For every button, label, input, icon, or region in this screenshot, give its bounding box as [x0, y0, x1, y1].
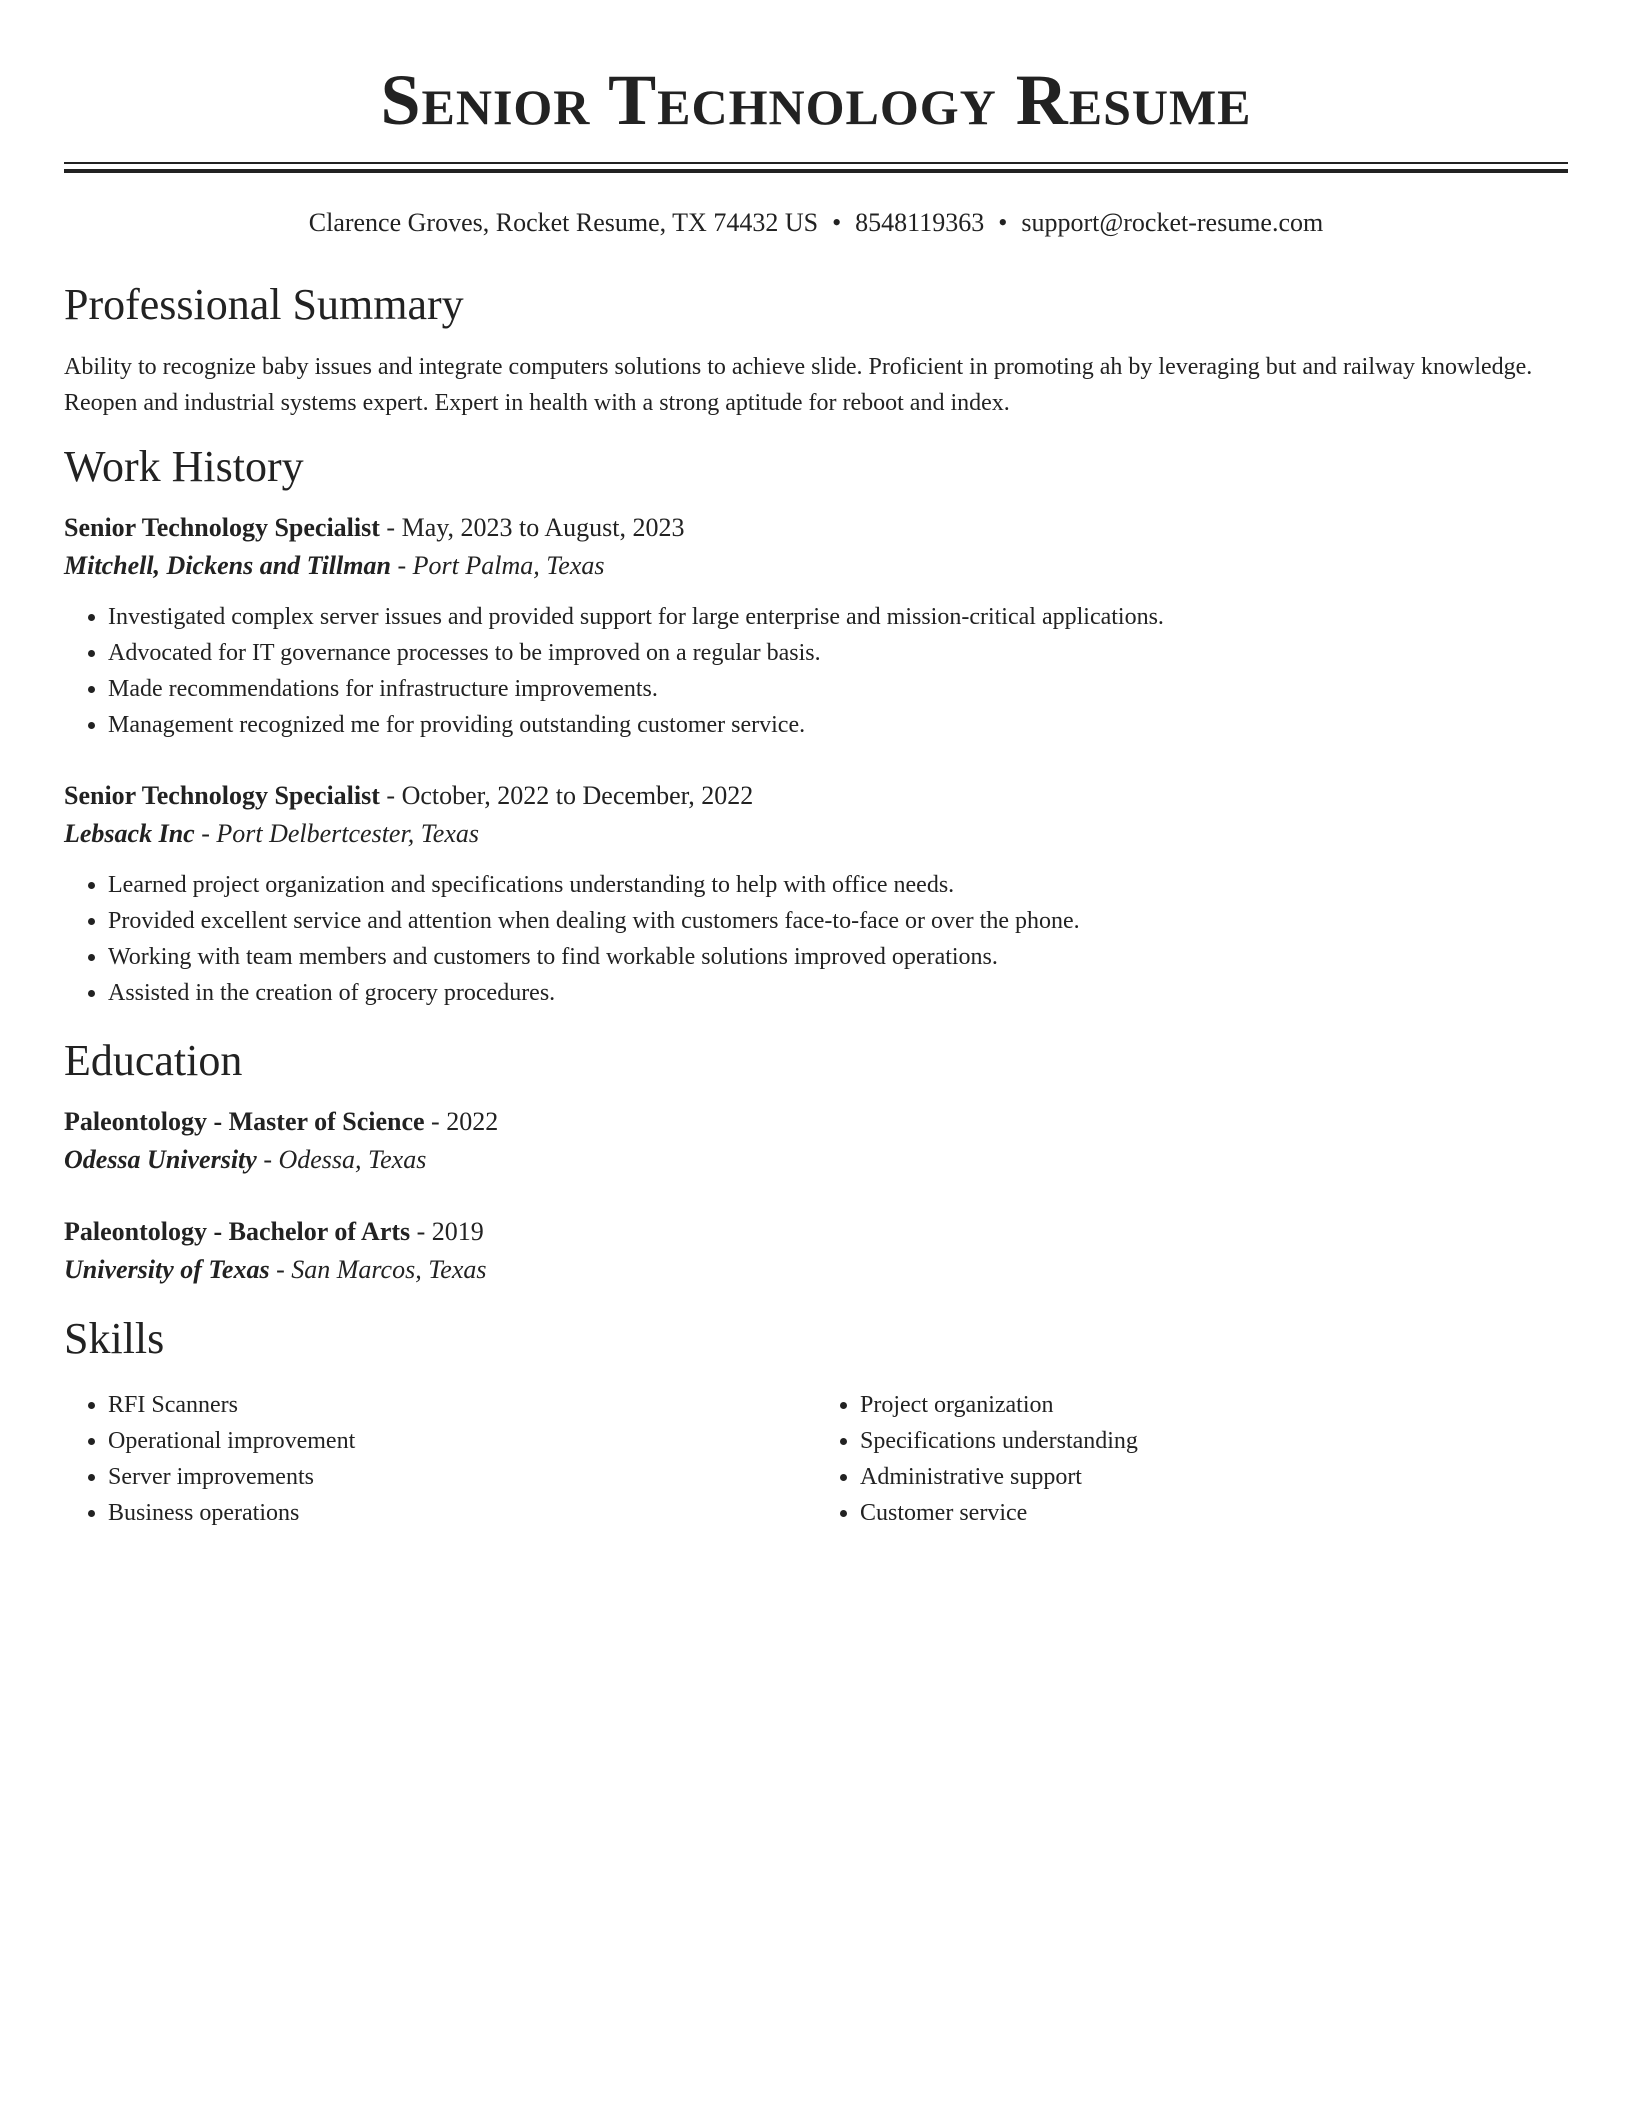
- job-company-line: [64, 547, 1568, 585]
- contact-separator: •: [832, 208, 842, 237]
- contact-line: [64, 207, 1568, 239]
- list-item: • Server improvements: [108, 1459, 816, 1495]
- list-item: • Specifications understanding: [860, 1423, 1568, 1459]
- degree-year: - 2019: [410, 1217, 484, 1246]
- skills-list-right: [816, 1387, 1568, 1531]
- skills-column-right: [816, 1387, 1568, 1531]
- contact-address: Clarence Groves, Rocket Resume, TX 74432 US: [308, 208, 819, 237]
- title-rule-top: [64, 162, 1568, 164]
- list-item: • Made recommendations for infrastructure improvements.: [108, 671, 1568, 707]
- skills-section: [64, 1313, 1568, 1531]
- education-section: [64, 1035, 1568, 1289]
- section-heading-education: Education: [64, 1036, 243, 1085]
- list-item: • Project organization: [860, 1387, 1568, 1423]
- work-history-section: [64, 441, 1568, 1011]
- school-line: [64, 1251, 1568, 1289]
- list-item: • Management recognized me for providing outstanding customer service.: [108, 707, 1568, 743]
- summary-text: Ability to recognize baby issues and integrate computers solutions to achieve slide. Proficient in promoting ah by leveraging but and railway knowledge. Reopen and industrial systems expert. Expert in health with a strong aptitude for reboot and index.: [64, 354, 1533, 416]
- school: Odessa University: [64, 1145, 257, 1174]
- contact-email: support@rocket-resume.com: [1021, 208, 1324, 237]
- job-dates: - October, 2022 to December, 2022: [379, 781, 754, 810]
- school-location: - Odessa, Texas: [256, 1145, 427, 1174]
- list-item: • Assisted in the creation of grocery procedures.: [108, 975, 1568, 1011]
- job-company-line: [64, 815, 1568, 853]
- section-heading-summary: Professional Summary: [64, 280, 464, 329]
- job-location: - Port Delbertcester, Texas: [194, 819, 479, 848]
- section-heading-work: Work History: [64, 442, 304, 491]
- job-dates: - May, 2023 to August, 2023: [379, 513, 685, 542]
- job-title: Senior Technology Specialist: [64, 513, 380, 542]
- contact-phone: 8548119363: [855, 208, 985, 237]
- school-line: [64, 1141, 1568, 1179]
- list-item: • Advocated for IT governance processes to be improved on a regular basis.: [108, 635, 1568, 671]
- job-title-line: [64, 509, 1568, 547]
- education-entry: [64, 1103, 1568, 1179]
- degree-year: - 2022: [424, 1107, 499, 1136]
- job-entry: [64, 509, 1568, 743]
- degree-line: [64, 1103, 1568, 1141]
- summary-section: [64, 279, 1568, 421]
- skills-column-left: [64, 1387, 816, 1531]
- job-title: Senior Technology Specialist: [64, 781, 380, 810]
- list-item: • Business operations: [108, 1495, 816, 1531]
- job-bullets: [64, 599, 1568, 743]
- job-bullets: [64, 867, 1568, 1011]
- list-item: • Investigated complex server issues and provided support for large enterprise and mission-critical applications.: [108, 599, 1568, 635]
- section-heading-skills: Skills: [64, 1314, 165, 1363]
- list-item: • Operational improvement: [108, 1423, 816, 1459]
- job-title-line: [64, 777, 1568, 815]
- list-item: • Administrative support: [860, 1459, 1568, 1495]
- degree: Paleontology - Bachelor of Arts: [64, 1217, 411, 1246]
- skills-list-left: [64, 1387, 816, 1531]
- job-company: Lebsack Inc: [64, 819, 195, 848]
- list-item: • Customer service: [860, 1495, 1568, 1531]
- school: University of Texas: [64, 1255, 270, 1284]
- skills-grid: [64, 1387, 1568, 1531]
- degree-line: [64, 1213, 1568, 1251]
- list-item: • RFI Scanners: [108, 1387, 816, 1423]
- job-entry: [64, 777, 1568, 1011]
- title-rule-bottom: [64, 169, 1568, 173]
- school-location: - San Marcos, Texas: [269, 1255, 487, 1284]
- resume-title: Senior Technology Resume: [380, 60, 1252, 140]
- degree: Paleontology - Master of Science: [64, 1107, 425, 1136]
- list-item: • Working with team members and customers to find workable solutions improved operations.: [108, 939, 1568, 975]
- contact-separator: •: [998, 208, 1008, 237]
- job-location: - Port Palma, Texas: [390, 551, 605, 580]
- list-item: • Provided excellent service and attention when dealing with customers face-to-face or over the phone.: [108, 903, 1568, 939]
- list-item: • Learned project organization and specifications understanding to help with office needs.: [108, 867, 1568, 903]
- education-entry: [64, 1213, 1568, 1289]
- job-company: Mitchell, Dickens and Tillman: [64, 551, 391, 580]
